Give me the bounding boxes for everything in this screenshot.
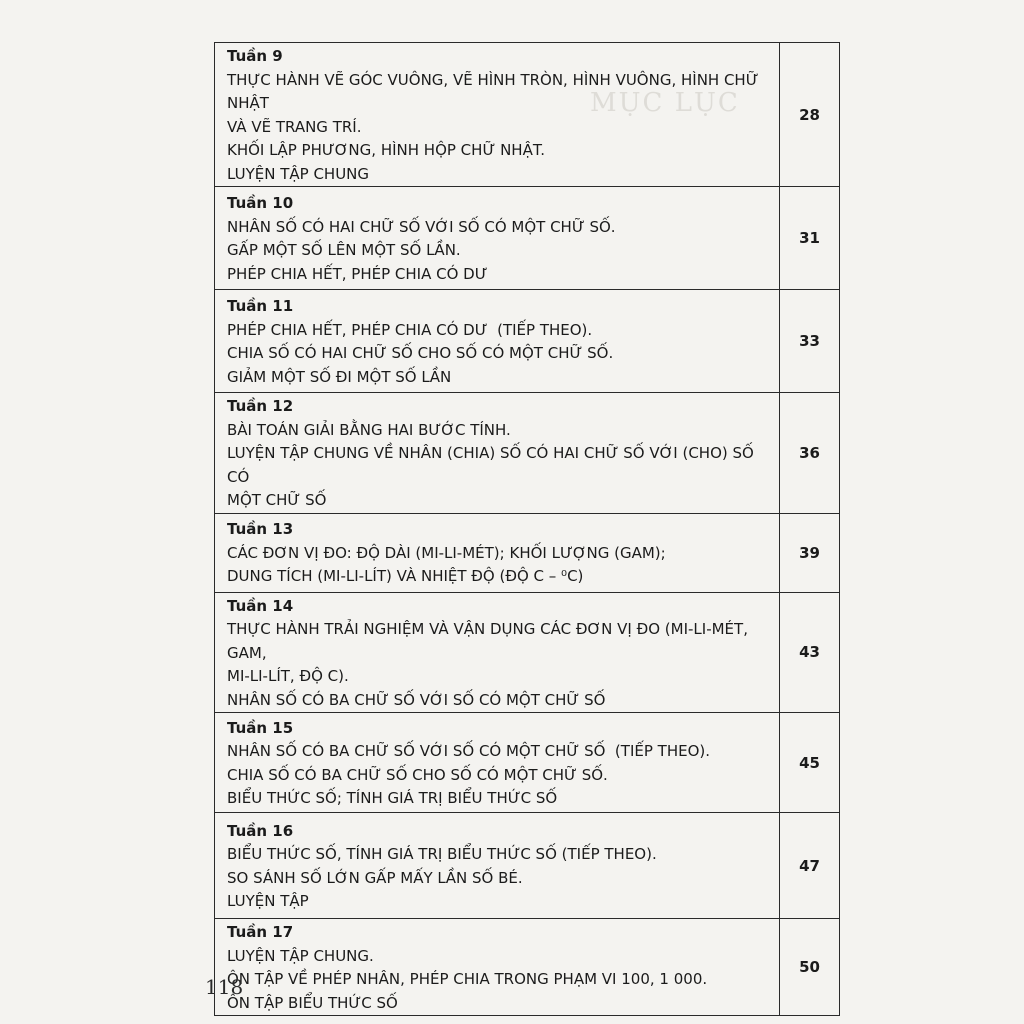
topic-line: CÁC ĐƠN VỊ ĐO: ĐỘ DÀI (MI-LI-MÉT); KHỐI LƯỢNG (GAM); bbox=[227, 543, 666, 562]
topic-line: PHÉP CHIA HẾT, PHÉP CHIA CÓ DƯ (TIẾP THEO). bbox=[227, 320, 593, 339]
page-ref: 36 bbox=[780, 393, 840, 514]
week-title: Tuần 16 bbox=[227, 821, 294, 840]
topic-line: NHÂN SỐ CÓ BA CHỮ SỐ VỚI SỐ CÓ MỘT CHỮ SỐ bbox=[227, 690, 606, 709]
toc-row-content bbox=[215, 187, 780, 290]
week-title: Tuần 17 bbox=[227, 923, 294, 941]
toc-row bbox=[215, 290, 840, 393]
topic-line: KHỐI LẬP PHƯƠNG, HÌNH HỘP CHỮ NHẬT. bbox=[227, 141, 545, 159]
toc-row-content bbox=[215, 290, 780, 393]
table-of-contents bbox=[214, 42, 840, 1016]
toc-row bbox=[215, 43, 840, 187]
page-number: 118 bbox=[205, 975, 244, 999]
toc-row-content bbox=[215, 43, 780, 187]
page-ref: 43 bbox=[780, 592, 840, 713]
topic-line: BÀI TOÁN GIẢI BẰNG HAI BƯỚC TÍNH. bbox=[227, 420, 511, 439]
topic-line: THỰC HÀNH VẼ GÓC VUÔNG, VẼ HÌNH TRÒN, HÌNH VUÔNG, HÌNH CHỮ NHẬT bbox=[227, 70, 764, 112]
topic-line: VÀ VẼ TRANG TRÍ. bbox=[227, 117, 362, 136]
week-title: Tuần 15 bbox=[227, 718, 294, 737]
toc-row bbox=[215, 393, 840, 514]
topic-line: LUYỆN TẬP CHUNG. bbox=[227, 946, 374, 965]
toc-row-content bbox=[215, 513, 780, 592]
toc-row-content bbox=[215, 713, 780, 813]
week-title: Tuần 12 bbox=[227, 397, 294, 415]
topic-line: MỘT CHỮ SỐ bbox=[227, 491, 327, 509]
page-ref: 28 bbox=[780, 43, 840, 187]
topic-line: LUYỆN TẬP bbox=[227, 892, 309, 910]
topic-line: BIỂU THỨC SỐ; TÍNH GIÁ TRỊ BIỂU THỨC SỐ bbox=[227, 789, 558, 807]
toc-row bbox=[215, 513, 840, 592]
toc-row-content bbox=[215, 813, 780, 919]
week-title: Tuần 13 bbox=[227, 520, 294, 539]
topic-line: LUYỆN TẬP CHUNG VỀ NHÂN (CHIA) SỐ CÓ HAI CHỮ SỐ VỚI (CHO) SỐ CÓ bbox=[227, 444, 759, 486]
topic-line: MI-LI-LÍT, ĐỘ C). bbox=[227, 667, 349, 685]
topic-line: PHÉP CHIA HẾT, PHÉP CHIA CÓ DƯ bbox=[227, 264, 488, 283]
week-title: Tuần 10 bbox=[227, 194, 294, 212]
toc-row bbox=[215, 713, 840, 813]
topic-line: GẤP MỘT SỐ LÊN MỘT SỐ LẦN. bbox=[227, 241, 461, 259]
topic-line: THỰC HÀNH TRẢI NGHIỆM VÀ VẬN DỤNG CÁC ĐƠN VỊ ĐO (MI-LI-MÉT, GAM, bbox=[227, 620, 753, 662]
topic-line: DUNG TÍCH (MI-LI-LÍT) VÀ NHIỆT ĐỘ (ĐỘ C – ⁰C) bbox=[227, 567, 584, 586]
topic-line: ÔN TẬP BIỂU THỨC SỐ bbox=[227, 993, 398, 1012]
toc-row-content bbox=[215, 592, 780, 713]
topic-line: LUYỆN TẬP CHUNG bbox=[227, 164, 370, 183]
toc-row bbox=[215, 592, 840, 713]
page-ref: 45 bbox=[780, 713, 840, 813]
toc-row-content bbox=[215, 919, 780, 1016]
week-title: Tuần 9 bbox=[227, 47, 283, 65]
page-ref: 31 bbox=[780, 187, 840, 290]
topic-line: ÔN TẬP VỀ PHÉP NHÂN, PHÉP CHIA TRONG PHẠM VI 100, 1 000. bbox=[227, 970, 708, 988]
topic-line: CHIA SỐ CÓ BA CHỮ SỐ CHO SỐ CÓ MỘT CHỮ SỐ. bbox=[227, 765, 608, 784]
topic-line: GIẢM MỘT SỐ ĐI MỘT SỐ LẦN bbox=[227, 367, 452, 386]
week-title: Tuần 14 bbox=[227, 596, 294, 615]
topic-line: BIỂU THỨC SỐ, TÍNH GIÁ TRỊ BIỂU THỨC SỐ (TIẾP THEO). bbox=[227, 845, 657, 863]
page-ref: 39 bbox=[780, 513, 840, 592]
page-ref: 47 bbox=[780, 813, 840, 919]
week-title: Tuần 11 bbox=[227, 297, 294, 315]
toc-row-content bbox=[215, 393, 780, 514]
toc-row bbox=[215, 187, 840, 290]
topic-line: NHÂN SỐ CÓ BA CHỮ SỐ VỚI SỐ CÓ MỘT CHỮ SỐ (TIẾP THEO). bbox=[227, 742, 711, 760]
background-watermark: MỤC LỤC bbox=[590, 88, 740, 118]
topic-line: NHÂN SỐ CÓ HAI CHỮ SỐ VỚI SỐ CÓ MỘT CHỮ SỐ. bbox=[227, 217, 616, 236]
topic-line: SO SÁNH SỐ LỚN GẤP MẤY LẦN SỐ BÉ. bbox=[227, 868, 523, 887]
topic-line: CHIA SỐ CÓ HAI CHỮ SỐ CHO SỐ CÓ MỘT CHỮ SỐ. bbox=[227, 344, 614, 362]
page-ref: 33 bbox=[780, 290, 840, 393]
toc-row bbox=[215, 813, 840, 919]
toc-row bbox=[215, 919, 840, 1016]
page-ref: 50 bbox=[780, 919, 840, 1016]
